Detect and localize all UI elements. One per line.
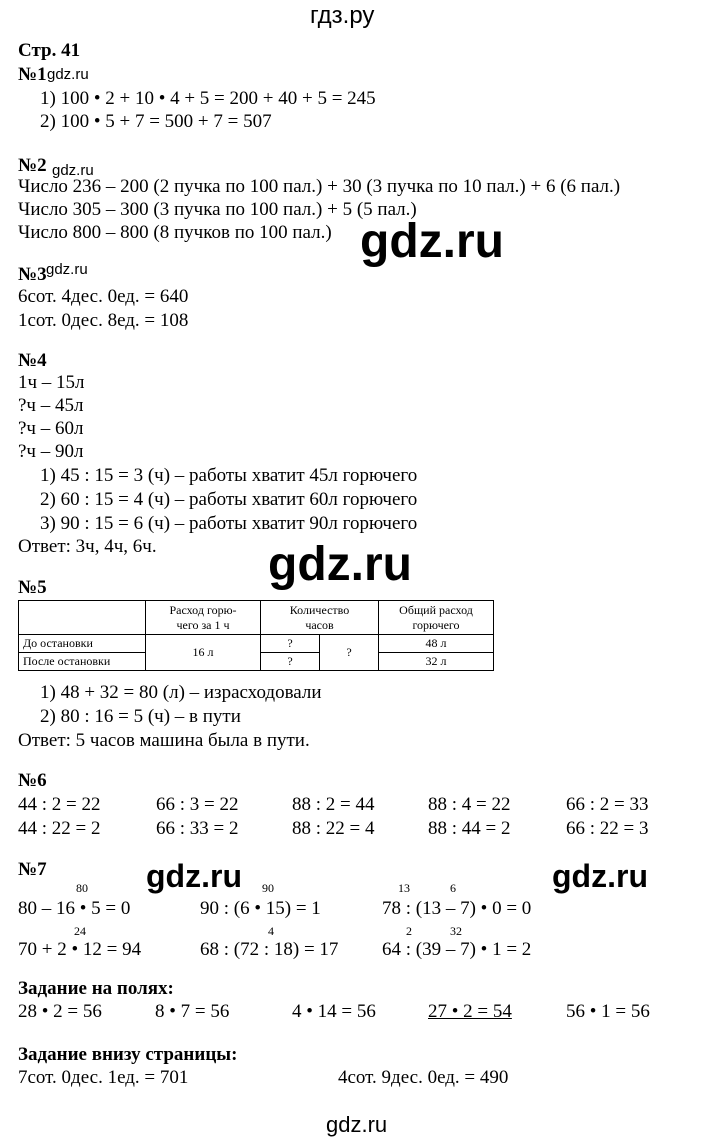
task4-answer: Ответ: 3ч, 4ч, 6ч. xyxy=(18,536,157,557)
margin-task-item-2: 8 • 7 = 56 xyxy=(155,1001,230,1022)
task2-line-1: Число 236 – 200 (2 пучка по 100 пал.) + 30 (3 пучка по 10 пал.) + 6 (6 пал.) xyxy=(18,176,621,197)
watermark-big: gdz.ru xyxy=(360,215,504,268)
task4-step-1: 1) 45 : 15 = 3 (ч) – работы хватит 45л горючего xyxy=(40,465,418,486)
task1-line-1: 1) 100 • 2 + 10 • 4 + 5 = 200 + 40 + 5 = 245 xyxy=(40,88,376,109)
task7-r1-c2: 90 : (6 • 15) = 1 xyxy=(200,898,321,919)
task4-line-3: ?ч – 60л xyxy=(18,418,84,439)
task7-mark-f: 4 xyxy=(268,924,274,938)
margin-task-item-5: 56 • 1 = 56 xyxy=(566,1001,650,1022)
task4-step-2: 2) 60 : 15 = 4 (ч) – работы хватит 60л горючего xyxy=(40,489,418,510)
table-header-total-line2: горючего xyxy=(412,617,460,632)
task7-mark-a: 80 xyxy=(76,881,88,895)
bottom-task-item-2: 4сот. 9дес. 0ед. = 490 xyxy=(338,1067,509,1088)
table-row-after-label: После остановки xyxy=(19,653,146,671)
table-hours-before: ? xyxy=(261,635,320,653)
task5-answer: Ответ: 5 часов машина была в пути. xyxy=(18,730,310,751)
task6-r1-c3: 88 : 2 = 44 xyxy=(292,794,375,815)
table-rate-cell: 16 л xyxy=(146,635,261,671)
task6-r2-c1: 44 : 22 = 2 xyxy=(18,818,101,839)
table-header-rate-line2: чего за 1 ч xyxy=(176,617,230,632)
task4-step-3: 3) 90 : 15 = 6 (ч) – работы хватит 90л горючего xyxy=(40,513,418,534)
task6-label: №6 xyxy=(18,770,47,791)
task1-line-2: 2) 100 • 5 + 7 = 500 + 7 = 507 xyxy=(40,111,272,132)
task7-r2-c1: 70 + 2 • 12 = 94 xyxy=(18,939,142,960)
task7-r1-c1: 80 – 16 • 5 = 0 xyxy=(18,898,131,919)
task2-line-2: Число 305 – 300 (3 пучка по 100 пал.) + 5 (5 пал.) xyxy=(18,199,417,220)
table-corner-cell xyxy=(19,601,146,635)
task6-r2-c2: 66 : 33 = 2 xyxy=(156,818,239,839)
table-header-rate-line1: Расход горю- xyxy=(169,602,237,617)
table-total-before: 48 л xyxy=(379,635,494,653)
watermark-small: gdz.ru xyxy=(52,162,94,179)
watermark-big: gdz.ru xyxy=(268,538,412,591)
task7-r2-c2: 68 : (72 : 18) = 17 xyxy=(200,939,339,960)
margin-task-item-4: 27 • 2 = 54 xyxy=(428,1001,512,1022)
task7-mark-b: 90 xyxy=(262,881,274,895)
task4-line-4: ?ч – 90л xyxy=(18,441,84,462)
task7-label: №7 xyxy=(18,859,47,880)
task5-label: №5 xyxy=(18,577,47,598)
table-header-total xyxy=(379,601,494,635)
task4-label: №4 xyxy=(18,350,47,371)
table-hours-after: ? xyxy=(261,653,320,671)
bottom-task-item-1: 7сот. 0дес. 1ед. = 701 xyxy=(18,1067,189,1088)
task6-r2-c3: 88 : 22 = 4 xyxy=(292,818,375,839)
task1-label: №1 xyxy=(18,64,47,85)
table-row-before-label: До остановки xyxy=(19,635,146,653)
site-footer: gdz.ru xyxy=(326,1112,388,1137)
watermark-mid: gdz.ru xyxy=(146,858,242,894)
watermark-small: gdz.ru xyxy=(46,261,88,278)
task7-mark-d: 6 xyxy=(450,881,456,895)
margin-task-item-1: 28 • 2 = 56 xyxy=(18,1001,102,1022)
site-header: гдз.ру xyxy=(310,2,375,29)
task4-line-1: 1ч – 15л xyxy=(18,372,85,393)
task7-r1-c3: 78 : (13 – 7) • 0 = 0 xyxy=(382,898,532,919)
task5-step-1: 1) 48 + 32 = 80 (л) – израсходовали xyxy=(40,682,322,703)
table-hours-total: ? xyxy=(320,635,379,671)
table-header-rate xyxy=(146,601,261,635)
task6-r2-c5: 66 : 22 = 3 xyxy=(566,818,649,839)
table-header-hours xyxy=(261,601,379,635)
watermark-small: gdz.ru xyxy=(47,66,89,83)
bottom-task-title: Задание внизу страницы: xyxy=(18,1044,238,1065)
task6-r1-c5: 66 : 2 = 33 xyxy=(566,794,649,815)
task6-r1-c4: 88 : 4 = 22 xyxy=(428,794,511,815)
task3-label: №3 xyxy=(18,264,47,285)
task6-r1-c2: 66 : 3 = 22 xyxy=(156,794,239,815)
table-total-after: 32 л xyxy=(379,653,494,671)
task2-line-3: Число 800 – 800 (8 пучков по 100 пал.) xyxy=(18,222,332,243)
task5-step-2: 2) 80 : 16 = 5 (ч) – в пути xyxy=(40,706,241,727)
table-header-hours-line2: часов xyxy=(305,617,334,632)
page-label: Стр. 41 xyxy=(18,40,81,61)
task7-mark-g: 2 xyxy=(406,924,412,938)
task7-mark-e: 24 xyxy=(74,924,86,938)
task7-mark-c: 13 xyxy=(398,881,410,895)
task7-r2-c3: 64 : (39 – 7) • 1 = 2 xyxy=(382,939,532,960)
task3-line-2: 1сот. 0дес. 8ед. = 108 xyxy=(18,310,189,331)
table-header-hours-line1: Количество xyxy=(289,602,350,617)
margin-task-title: Задание на полях: xyxy=(18,978,174,999)
fuel-table xyxy=(18,600,494,671)
task7-mark-h: 32 xyxy=(450,924,462,938)
task6-r2-c4: 88 : 44 = 2 xyxy=(428,818,511,839)
margin-task-item-3: 4 • 14 = 56 xyxy=(292,1001,376,1022)
task6-r1-c1: 44 : 2 = 22 xyxy=(18,794,101,815)
task4-line-2: ?ч – 45л xyxy=(18,395,84,416)
table-header-total-line1: Общий расход xyxy=(399,602,473,617)
task3-line-1: 6сот. 4дес. 0ед. = 640 xyxy=(18,286,189,307)
task2-label: №2 xyxy=(18,155,47,176)
watermark-mid: gdz.ru xyxy=(552,858,648,894)
